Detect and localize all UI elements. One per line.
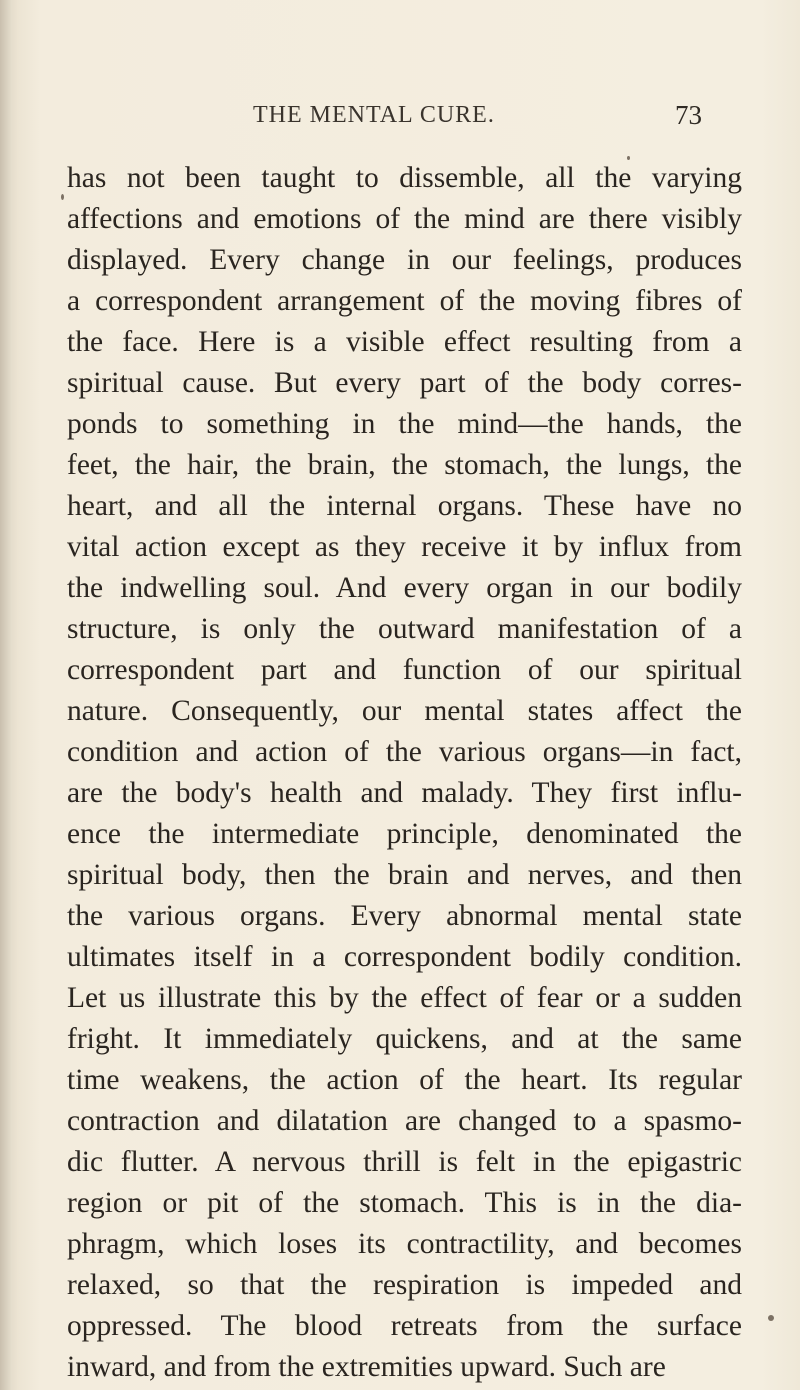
text-line: oppressed. The blood retreats from the surface — [67, 1310, 742, 1342]
text-line: condition and action of the various organs—in fact, — [67, 736, 742, 768]
text-line: ponds to something in the mind—the hands, the — [67, 408, 742, 440]
body-text — [67, 158, 742, 1388]
text-line: region or pit of the stomach. This is in the dia- — [67, 1187, 742, 1219]
ink-speck — [768, 1315, 774, 1321]
text-line: structure, is only the outward manifestation of a — [67, 613, 742, 645]
ink-speck — [61, 194, 64, 200]
text-line: spiritual body, then the brain and nerves, and then — [67, 859, 742, 891]
text-line: affections and emotions of the mind are there visibly — [67, 203, 742, 235]
text-line: are the body's health and malady. They first influ- — [67, 777, 742, 809]
text-line: time weakens, the action of the heart. Its regular — [67, 1064, 742, 1096]
text-line: has not been taught to dissemble, all the varying — [67, 162, 742, 194]
text-line: dic flutter. A nervous thrill is felt in the epigastric — [67, 1146, 742, 1178]
ink-speck — [627, 156, 630, 160]
page-header — [0, 102, 800, 142]
text-line: spiritual cause. But every part of the body corres- — [67, 367, 742, 399]
text-line: feet, the hair, the brain, the stomach, the lungs, the — [67, 449, 742, 481]
text-line: nature. Consequently, our mental states affect the — [67, 695, 742, 727]
text-line: the face. Here is a visible effect resulting from a — [67, 326, 742, 358]
page-number: 73 — [675, 100, 702, 130]
text-line: relaxed, so that the respiration is impeded and — [67, 1269, 742, 1301]
text-line: displayed. Every change in our feelings, produces — [67, 244, 742, 276]
text-line: Let us illustrate this by the effect of fear or a sudden — [67, 982, 742, 1014]
text-line: vital action except as they receive it by influx from — [67, 531, 742, 563]
text-line: fright. It immediately quickens, and at the same — [67, 1023, 742, 1055]
text-line: heart, and all the internal organs. These have no — [67, 490, 742, 522]
text-line: inward, and from the extremities upward. Such are — [67, 1351, 666, 1383]
page-gutter — [0, 0, 12, 1390]
running-head: THE MENTAL CURE. — [253, 102, 495, 128]
text-line: ultimates itself in a correspondent bodily condition. — [67, 941, 742, 973]
text-line: correspondent part and function of our spiritual — [67, 654, 742, 686]
text-line: a correspondent arrangement of the moving fibres of — [67, 285, 742, 317]
text-line: phragm, which loses its contractility, and becomes — [67, 1228, 742, 1260]
text-line: the various organs. Every abnormal mental state — [67, 900, 742, 932]
text-line: ence the intermediate principle, denominated the — [67, 818, 742, 850]
text-line: the indwelling soul. And every organ in our bodily — [67, 572, 742, 604]
text-line: contraction and dilatation are changed to a spasmo- — [67, 1105, 742, 1137]
